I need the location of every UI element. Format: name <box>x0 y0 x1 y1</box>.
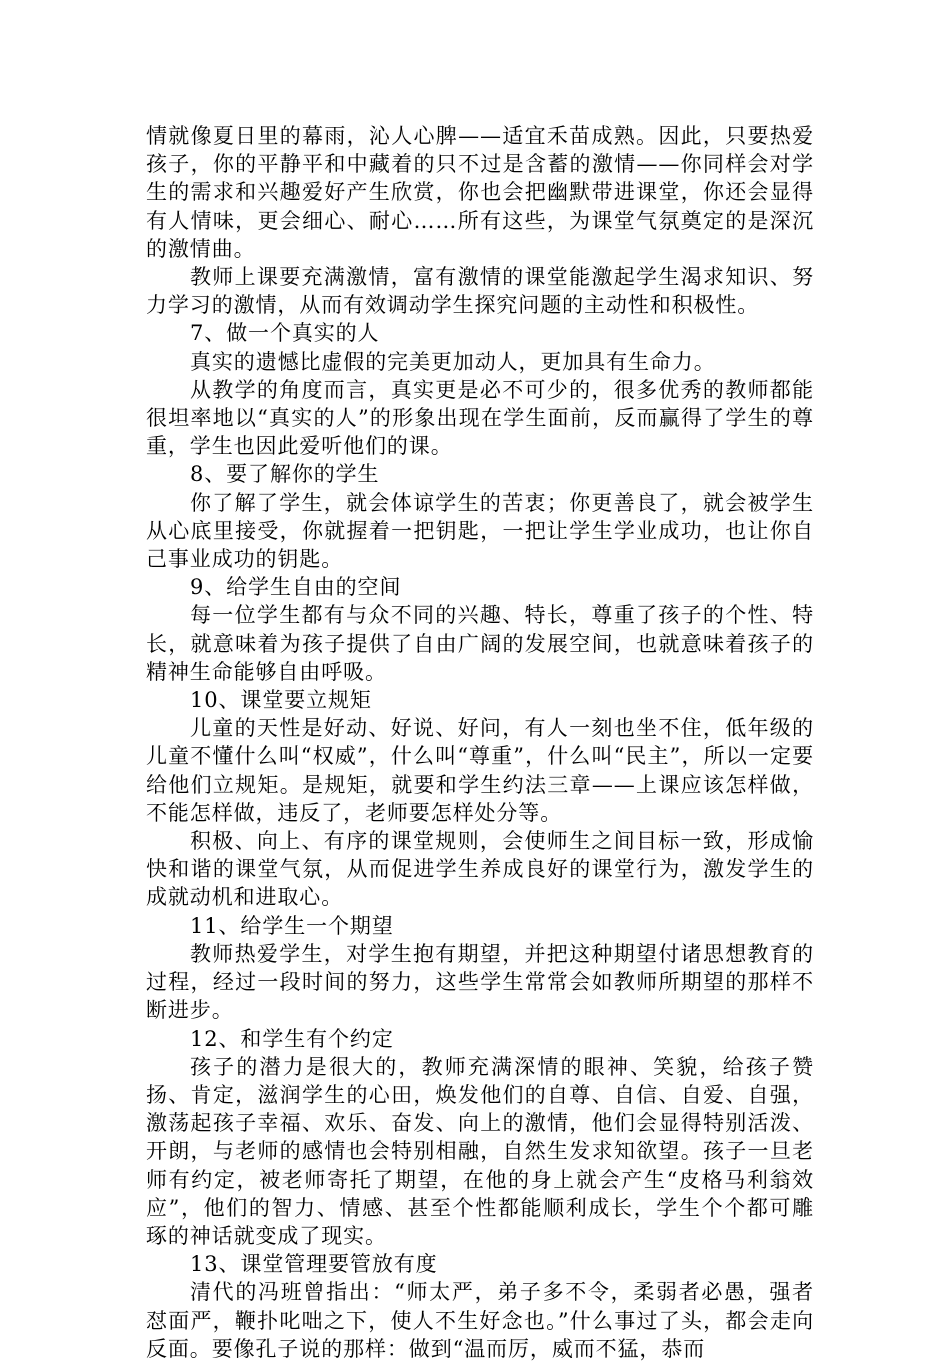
paragraph: 孩子的潜力是很大的，教师充满深情的眼神、笑貌，给孩子赞扬、肯定，滋润学生的心田，焕发他们的自尊、自信、自爱、自强，激荡起孩子幸福、欢乐、奋发、向上的激情，他们会显得特别活泼、开朗，与老师的感情也会特别相融，自然生发求知欲望。孩子一旦老师有约定，被老师寄托了期望，在他的身上就会产生“皮格马利翁效应”，他们的智力、情感、甚至个性都能顺利成长，学生个个都可雕琢的神话就变成了现实。 <box>146 1054 814 1248</box>
section-heading: 9、给学生自由的空间 <box>190 575 402 600</box>
paragraph: 清代的冯班曾指出：“师太严，弟子多不令，柔弱者必愚，强者怼面严，鞭扑叱咄之下，使人不生好念也。”什么事过了头，都会走向反面。要像孔子说的那样：做到“温而厉，威而不猛，恭而 <box>146 1280 814 1361</box>
section-heading: 8、要了解你的学生 <box>190 462 380 487</box>
paragraph: 情就像夏日里的幕雨，沁人心脾——适宜禾苗成熟。因此，只要热爱孩子，你的平静平和中藏着的只不过是含蓄的激情——你同样会对学生的需求和兴趣爱好产生欣赏，你也会把幽默带进课堂，你还会显得有人情味，更会细心、耐心……所有这些，为课堂气氛奠定的是深沉的激情曲。 <box>146 124 814 261</box>
paragraph: 每一位学生都有与众不同的兴趣、特长，尊重了孩子的个性、特长，就意味着为孩子提供了自由广阔的发展空间，也就意味着孩子的精神生命能够自由呼吸。 <box>146 603 814 684</box>
paragraph: 你了解了学生，就会体谅学生的苦衷；你更善良了，就会被学生从心底里接受，你就握着一把钥匙，一把让学生学业成功，也让你自己事业成功的钥匙。 <box>146 490 814 572</box>
paragraph: 儿童的天性是好动、好说、好问，有人一刻也坐不住，低年级的儿童不懂什么叫“权威”，什么叫“尊重”，什么叫“民主”，所以一定要给他们立规矩。是规矩，就要和学生约法三章——上课应该怎样做，不能怎样做，违反了，老师要怎样处分等。 <box>146 716 814 825</box>
section-heading: 12、和学生有个约定 <box>190 1026 394 1051</box>
paragraph: 真实的遗憾比虚假的完美更加动人，更加具有生命力。 <box>190 349 716 374</box>
section-heading: 11、给学生一个期望 <box>190 913 394 938</box>
document-body <box>146 122 814 1363</box>
paragraph: 积极、向上、有序的课堂规则，会使师生之间目标一致，形成愉快和谐的课堂气氛，从而促进学生养成良好的课堂行为，激发学生的成就动机和进取心。 <box>146 829 814 910</box>
paragraph: 从教学的角度而言，真实更是必不可少的，很多优秀的教师都能很坦率地以“真实的人”的形象出现在学生面前，反而赢得了学生的尊重，学生也因此爱听他们的课。 <box>146 377 814 459</box>
paragraph: 教师热爱学生，对学生抱有期望，并把这种期望付诸思想教育的过程，经过一段时间的努力，这些学生常常会如教师所期望的那样不断进步。 <box>146 941 814 1023</box>
section-heading: 10、课堂要立规矩 <box>190 688 372 713</box>
section-heading: 13、课堂管理要管放有度 <box>190 1252 438 1277</box>
section-heading: 7、做一个真实的人 <box>190 321 380 346</box>
paragraph: 教师上课要充满激情，富有激情的课堂能激起学生渴求知识、努力学习的激情，从而有效调动学生探究问题的主动性和积极性。 <box>146 265 814 318</box>
